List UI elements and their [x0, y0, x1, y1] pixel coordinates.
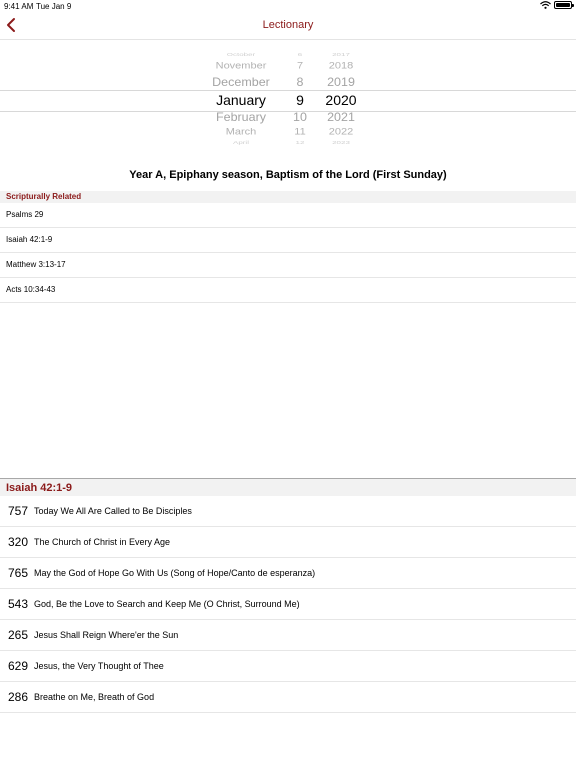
hymn-section-header: Isaiah 42:1-9: [0, 479, 576, 496]
month-option: February: [215, 110, 267, 124]
hymn-number: 320: [8, 535, 29, 549]
hymn-row[interactable]: [0, 651, 576, 682]
section-header-scripture: Scripturally Related: [0, 191, 576, 203]
hymn-title: Today We All Are Called to Be Disciples: [34, 506, 192, 516]
day-option: 10: [293, 110, 307, 124]
navigation-bar: [0, 12, 576, 40]
hymn-number: 757: [8, 504, 29, 518]
hymn-number: 543: [8, 597, 29, 611]
hymn-row[interactable]: [0, 558, 576, 589]
date-picker[interactable]: [0, 44, 576, 150]
reading-item[interactable]: Acts 10:34-43: [0, 278, 576, 303]
year-option: 2021: [327, 110, 355, 124]
reading-item[interactable]: Psalms 29: [0, 203, 576, 228]
battery-icon: [554, 1, 572, 9]
day-option: 11: [294, 127, 306, 137]
day-wheel[interactable]: [282, 44, 318, 150]
year-option: 2018: [328, 61, 354, 71]
day-option: 8: [296, 75, 304, 89]
year-selected: 2020: [325, 92, 357, 108]
month-option: December: [212, 75, 270, 89]
reading-item[interactable]: Matthew 3:13-17: [0, 253, 576, 278]
month-selected: January: [216, 92, 266, 108]
page-title: Lectionary: [262, 19, 314, 31]
hymn-number: 629: [8, 659, 29, 673]
hymn-title: Breathe on Me, Breath of God: [34, 692, 155, 702]
hymn-panel: [0, 478, 576, 768]
month-option: March: [225, 127, 257, 137]
month-option: November: [215, 61, 267, 71]
day-option: 6: [297, 52, 303, 58]
day-option: 7: [296, 61, 304, 71]
status-time: 9:41 AM: [4, 2, 34, 11]
hymn-title: The Church of Christ in Every Age: [34, 537, 171, 547]
status-date: Tue Jan 9: [36, 2, 72, 11]
reading-item[interactable]: Isaiah 42:1-9: [0, 228, 576, 253]
year-option: 2017: [332, 52, 350, 58]
hymn-title: May the God of Hope Go With Us (Song of Hope/Canto de esperanza): [34, 568, 316, 578]
day-option: 12: [295, 140, 305, 146]
hymn-number: 265: [8, 628, 29, 642]
hymn-row[interactable]: [0, 620, 576, 651]
year-option: 2022: [328, 127, 354, 137]
year-option: 2019: [327, 75, 355, 89]
month-wheel[interactable]: [200, 44, 282, 150]
hymn-title: God, Be the Love to Search and Keep Me (O Christ, Surround Me): [34, 599, 300, 609]
month-option: October: [226, 52, 256, 58]
hymn-number: 765: [8, 566, 29, 580]
status-indicators: [540, 1, 572, 9]
month-option: April: [232, 140, 249, 146]
hymn-title: Jesus Shall Reign Where'er the Sun: [34, 630, 179, 640]
hymn-row[interactable]: [0, 496, 576, 527]
reading-list: [0, 203, 576, 303]
wifi-icon: [540, 1, 551, 9]
year-wheel[interactable]: [318, 44, 364, 150]
year-option: 2023: [332, 140, 350, 146]
status-bar: [0, 0, 576, 12]
day-selected: 9: [296, 92, 304, 108]
hymn-title: Jesus, the Very Thought of Thee: [34, 661, 164, 671]
hymn-row[interactable]: [0, 527, 576, 558]
sunday-title: Year A, Epiphany season, Baptism of the Lord (First Sunday): [129, 169, 447, 181]
hymn-number: 286: [8, 690, 29, 704]
hymn-row[interactable]: [0, 682, 576, 713]
hymn-row[interactable]: [0, 589, 576, 620]
